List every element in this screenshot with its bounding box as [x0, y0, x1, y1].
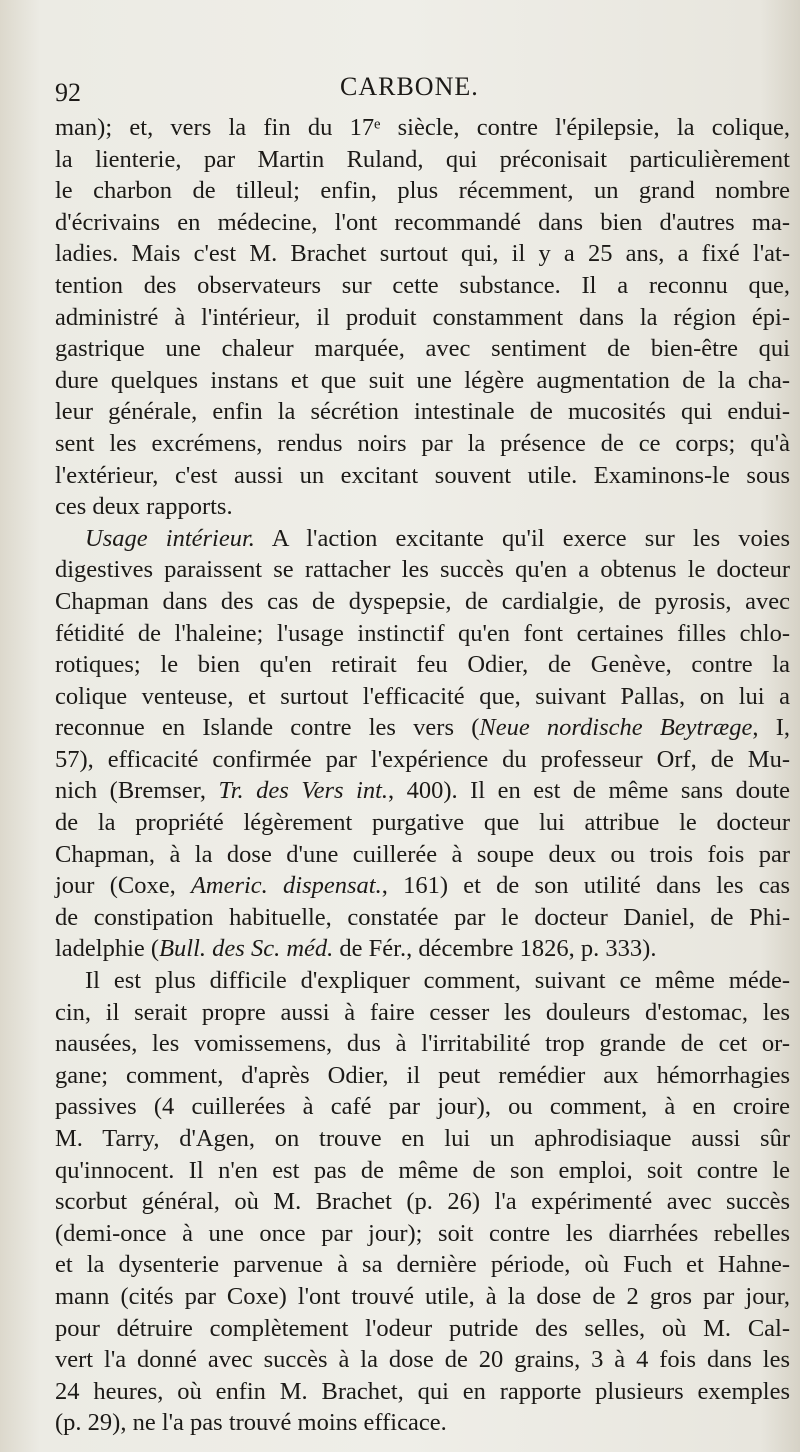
text-line: l'extérieur, c'est aussi un excitant souvent utile. Examinons-le sous	[55, 461, 790, 489]
running-head: CARBONE.	[340, 72, 479, 101]
text-line: (demi-once à une once par jour); soit contre les diarrhées rebelles	[55, 1219, 790, 1247]
text-line: gastrique une chaleur marquée, avec sentiment de bien-être qui	[55, 335, 790, 363]
text-line: qu'innocent. Il n'en est pas de même de son emploi, soit contre le	[55, 1156, 790, 1184]
text-line: passives (4 cuillerées à café par jour), ou comment, à en croire	[55, 1093, 790, 1121]
text-line: digestives paraissent se rattacher les succès qu'en a obtenus le docteur	[55, 556, 790, 584]
text-line: reconnue en Islande contre les vers (Neue nordische Beytræge, I,	[55, 714, 790, 742]
text-line: de la propriété légèrement purgative que lui attribue le docteur	[55, 809, 790, 837]
text-line: mann (cités par Coxe) l'ont trouvé utile, à la dose de 2 gros par jour,	[55, 1282, 790, 1310]
section-heading: Usage intérieur.	[85, 524, 255, 552]
text-line: rotiques; le bien qu'en retirait feu Odier, de Genève, contre la	[55, 651, 790, 679]
text-line: colique venteuse, et surtout l'efficacité que, suivant Pallas, on lui a	[55, 682, 790, 710]
body-text	[55, 112, 790, 1439]
text-line: vert l'a donné avec succès à la dose de 20 grains, 3 à 4 fois dans les	[55, 1346, 790, 1374]
text-line: pour détruire complètement l'odeur putride des selles, où M. Cal-	[55, 1314, 790, 1342]
text-line: de constipation habituelle, constatée par le docteur Daniel, de Phi-	[55, 903, 790, 931]
text-line: scorbut général, où M. Brachet (p. 26) l'a expérimenté avec succès	[55, 1188, 790, 1216]
text-line: M. Tarry, d'Agen, on trouve en lui un aphrodisiaque aussi sûr	[55, 1125, 790, 1152]
text-line: la lienterie, par Martin Ruland, qui préconisait particulièrement	[55, 145, 790, 173]
text-line: jour (Coxe, Americ. dispensat., 161) et de son utilité dans les cas	[55, 872, 791, 900]
text-line: man); et, vers la fin du 17ᵉ siècle, contre l'épilepsie, la colique,	[55, 114, 790, 141]
text-line: le charbon de tilleul; enfin, plus récemment, un grand nombre	[55, 177, 790, 205]
text-line: dure quelques instans et que suit une légère augmentation de la cha-	[55, 366, 790, 394]
text-line: leur générale, enfin la sécrétion intestinale de mucosités qui endui-	[55, 398, 790, 426]
text-line: ladelphie (Bull. des Sc. méd. de Fér., décembre 1826, p. 333).	[55, 935, 657, 963]
text-line: tention des observateurs sur cette substance. Il a reconnu que,	[55, 271, 790, 299]
text-line: Usage intérieur. A l'action excitante qu'il exerce sur les voies	[85, 524, 790, 552]
text-line: et la dysenterie parvenue à sa dernière période, où Fuch et Hahne-	[55, 1251, 790, 1279]
text-line: fétidité de l'haleine; l'usage instinctif qu'en font certaines filles chlo-	[55, 619, 790, 647]
page-number: 92	[55, 78, 81, 107]
text-line: nausées, les vomissemens, dus à l'irritabilité trop grande de cet or-	[55, 1030, 790, 1058]
page-header	[55, 70, 760, 110]
text-line: cin, il serait propre aussi à faire cesser les douleurs d'estomac, les	[55, 998, 790, 1026]
text-line: sent les excrémens, rendus noirs par la présence de ce corps; qu'à	[55, 429, 790, 457]
text-line: ces deux rapports.	[55, 493, 233, 521]
text-line: ladies. Mais c'est M. Brachet surtout qui, il y a 25 ans, a fixé l'at-	[55, 240, 790, 268]
text-line: gane; comment, d'après Odier, il peut remédier aux hémorrhagies	[55, 1061, 790, 1089]
text-line: Il est plus difficile d'expliquer comment, suivant ce même méde-	[85, 967, 790, 995]
text-line: d'écrivains en médecine, l'ont recommandé dans bien d'autres ma-	[55, 208, 790, 236]
text-line: Chapman, à la dose d'une cuillerée à soupe deux ou trois fois par	[55, 840, 790, 868]
text-line: nich (Bremser, Tr. des Vers int., 400). Il en est de même sans doute	[55, 777, 790, 805]
text-line: 24 heures, où enfin M. Brachet, qui en rapporte plusieurs exemples	[55, 1377, 790, 1405]
text-line: administré à l'intérieur, il produit constamment dans la région épi-	[55, 303, 790, 331]
text-line: 57), efficacité confirmée par l'expérience du professeur Orf, de Mu-	[55, 745, 790, 773]
text-line: Chapman dans des cas de dyspepsie, de cardialgie, de pyrosis, avec	[55, 587, 790, 615]
text-line: (p. 29), ne l'a pas trouvé moins efficace.	[55, 1409, 447, 1437]
